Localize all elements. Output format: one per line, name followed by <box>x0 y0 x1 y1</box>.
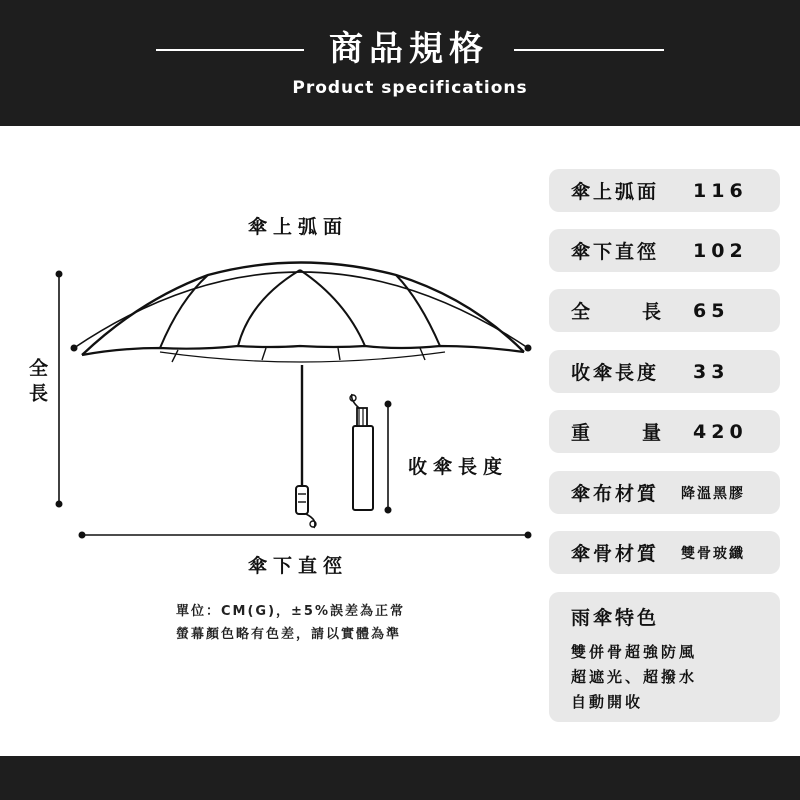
folded-umbrella <box>353 426 373 510</box>
spec-row-arc <box>549 169 780 212</box>
page-title: 商品規格 <box>329 29 489 69</box>
label-arc: 傘上弧面 <box>248 216 349 238</box>
spec-key <box>571 297 661 324</box>
spec-key <box>571 418 661 445</box>
spec-row-full-length <box>549 289 780 332</box>
feature-line: 自動開收 <box>571 693 644 711</box>
spec-row-diameter <box>549 229 780 272</box>
spec-value: 降溫黑膠 <box>681 485 745 502</box>
unit-note <box>176 600 405 646</box>
feature-box <box>549 592 780 722</box>
spec-row-folded-length <box>549 350 780 393</box>
feature-line: 超遮光、超撥水 <box>571 668 698 686</box>
footer-bar <box>0 756 800 800</box>
spec-key: 收傘長度 <box>571 362 660 384</box>
feature-line: 雙併骨超強防風 <box>571 643 698 661</box>
spec-value: 33 <box>693 360 730 383</box>
spec-value: 102 <box>693 239 748 262</box>
title-rule-right <box>514 49 664 51</box>
umbrella-handle <box>296 486 308 514</box>
spec-key-part: 量 <box>641 422 661 444</box>
spec-key-part: 長 <box>641 301 661 323</box>
spec-key: 傘上弧面 <box>571 181 660 203</box>
spec-key-part: 全 <box>571 301 591 323</box>
label-full-length: 全長 <box>26 358 48 408</box>
arc-dimension-line <box>74 272 528 348</box>
spec-key: 傘布材質 <box>571 483 660 505</box>
canopy-hem <box>82 346 524 355</box>
spec-value: 雙骨玻纖 <box>681 545 745 562</box>
spec-row-fabric <box>549 471 780 514</box>
spec-value: 116 <box>693 179 748 202</box>
label-folded-length: 收傘長度 <box>408 456 509 478</box>
spec-value: 65 <box>693 299 730 322</box>
page-subtitle: Product specifications <box>292 78 528 98</box>
feature-title: 雨傘特色 <box>571 607 660 629</box>
spec-key: 傘骨材質 <box>571 543 660 565</box>
unit-note-line-1: 單位：CM(G)，±5%誤差為正常 <box>176 604 405 619</box>
header-banner <box>0 0 800 126</box>
spec-key: 傘下直徑 <box>571 241 660 263</box>
spec-value: 420 <box>693 420 748 443</box>
spec-row-weight <box>549 410 780 453</box>
spec-key-part: 重 <box>571 422 591 444</box>
title-rule-left <box>156 49 304 51</box>
unit-note-line-2: 螢幕顏色略有色差，請以實體為準 <box>176 627 402 642</box>
spec-row-frame <box>549 531 780 574</box>
label-diameter: 傘下直徑 <box>248 555 349 577</box>
